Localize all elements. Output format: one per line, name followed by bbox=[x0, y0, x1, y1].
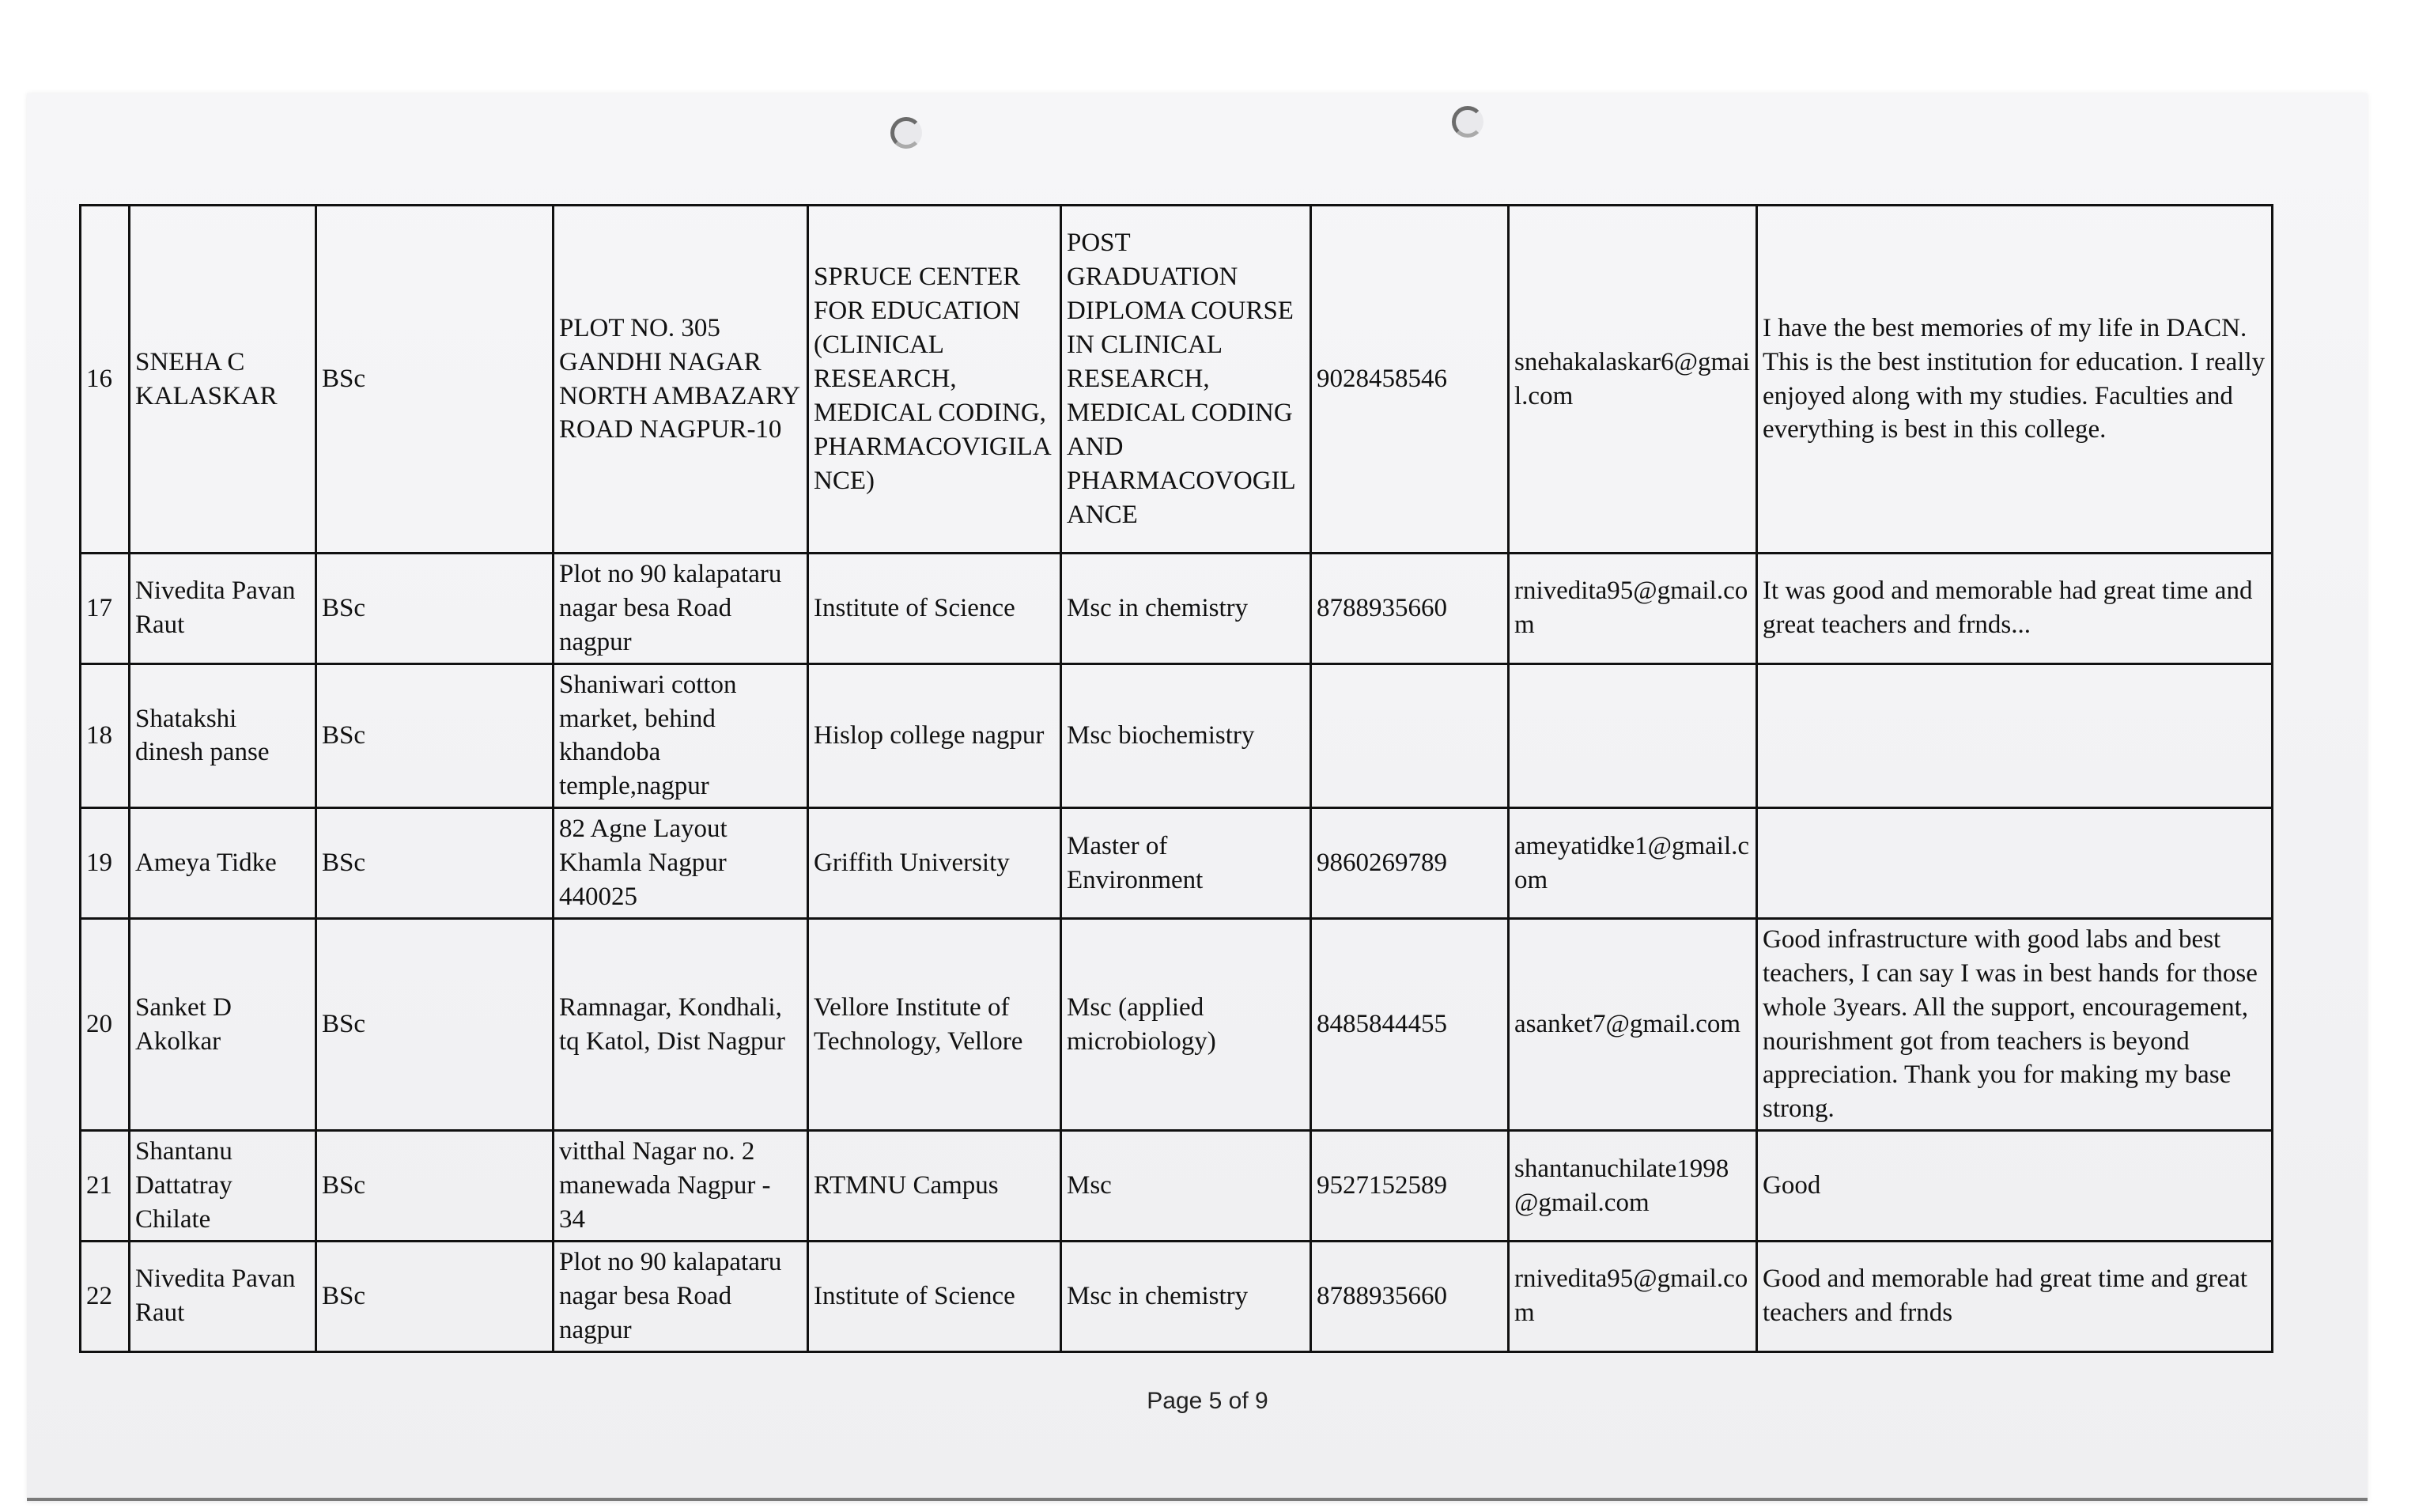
feedback: Good bbox=[1757, 1131, 2273, 1242]
table-row bbox=[81, 206, 2273, 554]
email: asanket7@gmail.com bbox=[1509, 918, 1757, 1130]
qualification: BSc bbox=[316, 663, 554, 808]
institute: Vellore Institute of Technology, Vellore bbox=[808, 918, 1061, 1130]
course: Msc in chemistry bbox=[1061, 1241, 1311, 1351]
sr-number: 17 bbox=[81, 554, 130, 664]
phone: 9860269789 bbox=[1311, 808, 1509, 919]
student-name: Nivedita Pavan Raut bbox=[130, 554, 316, 664]
phone: 8485844455 bbox=[1311, 918, 1509, 1130]
feedback: Good and memorable had great time and great teachers and frnds bbox=[1757, 1241, 2273, 1351]
student-name: Shantanu Dattatray Chilate bbox=[130, 1131, 316, 1242]
institute: Institute of Science bbox=[808, 1241, 1061, 1351]
course: POST GRADUATION DIPLOMA COURSE IN CLINICAL RESEARCH, MEDICAL CODING AND PHARMACOVOGILANCE bbox=[1061, 206, 1311, 554]
student-name: Ameya Tidke bbox=[130, 808, 316, 919]
table-row bbox=[81, 1241, 2273, 1351]
email: rnivedita95@gmail.com bbox=[1509, 1241, 1757, 1351]
phone: 8788935660 bbox=[1311, 554, 1509, 664]
feedback bbox=[1757, 663, 2273, 808]
table-row bbox=[81, 1131, 2273, 1242]
sr-number: 22 bbox=[81, 1241, 130, 1351]
address: vitthal Nagar no. 2 manewada Nagpur - 34 bbox=[554, 1131, 808, 1242]
qualification: BSc bbox=[316, 206, 554, 554]
table-row bbox=[81, 663, 2273, 808]
sr-number: 18 bbox=[81, 663, 130, 808]
address: Plot no 90 kalapataru nagar besa Road nagpur bbox=[554, 1241, 808, 1351]
paper-bottom-edge bbox=[27, 1498, 2368, 1501]
email: rnivedita95@gmail.com bbox=[1509, 554, 1757, 664]
course: Msc bbox=[1061, 1131, 1311, 1242]
student-name: SNEHA C KALASKAR bbox=[130, 206, 316, 554]
student-name: Nivedita Pavan Raut bbox=[130, 1241, 316, 1351]
phone: 9527152589 bbox=[1311, 1131, 1509, 1242]
table-row bbox=[81, 808, 2273, 919]
course: Msc in chemistry bbox=[1061, 554, 1311, 664]
institute: SPRUCE CENTER FOR EDUCATION (CLINICAL RESEARCH, MEDICAL CODING, PHARMACOVIGILANCE) bbox=[808, 206, 1061, 554]
email: ameyatidke1@gmail.com bbox=[1509, 808, 1757, 919]
punch-hole-left-icon bbox=[890, 117, 922, 149]
phone: 8788935660 bbox=[1311, 1241, 1509, 1351]
institute: Hislop college nagpur bbox=[808, 663, 1061, 808]
table-row bbox=[81, 554, 2273, 664]
sr-number: 20 bbox=[81, 918, 130, 1130]
institute: Institute of Science bbox=[808, 554, 1061, 664]
feedback: It was good and memorable had great time and great teachers and frnds... bbox=[1757, 554, 2273, 664]
phone bbox=[1311, 663, 1509, 808]
qualification: BSc bbox=[316, 808, 554, 919]
email: snehakalaskar6@gmail.com bbox=[1509, 206, 1757, 554]
course: Msc (applied microbiology) bbox=[1061, 918, 1311, 1130]
feedback: Good infrastructure with good labs and best teachers, I can say I was in best hands for those whole 3years. All the support, encouragement, nourishment got from teachers is beyond appreciation. Thank you for making my base strong. bbox=[1757, 918, 2273, 1130]
sr-number: 19 bbox=[81, 808, 130, 919]
course: Msc biochemistry bbox=[1061, 663, 1311, 808]
feedback bbox=[1757, 808, 2273, 919]
page-number: Page 5 of 9 bbox=[1147, 1388, 1268, 1414]
email bbox=[1509, 663, 1757, 808]
phone: 9028458546 bbox=[1311, 206, 1509, 554]
course: Master of Environment bbox=[1061, 808, 1311, 919]
alumni-table bbox=[79, 204, 2273, 1353]
sr-number: 16 bbox=[81, 206, 130, 554]
punch-hole-right-icon bbox=[1452, 106, 1483, 138]
address: Plot no 90 kalapataru nagar besa Road nagpur bbox=[554, 554, 808, 664]
address: PLOT NO. 305 GANDHI NAGAR NORTH AMBAZARY ROAD NAGPUR-10 bbox=[554, 206, 808, 554]
institute: Griffith University bbox=[808, 808, 1061, 919]
institute: RTMNU Campus bbox=[808, 1131, 1061, 1242]
email: shantanuchilate1998@gmail.com bbox=[1509, 1131, 1757, 1242]
sr-number: 21 bbox=[81, 1131, 130, 1242]
qualification: BSc bbox=[316, 554, 554, 664]
qualification: BSc bbox=[316, 1131, 554, 1242]
qualification: BSc bbox=[316, 1241, 554, 1351]
address: Shaniwari cotton market, behind khandoba temple,nagpur bbox=[554, 663, 808, 808]
qualification: BSc bbox=[316, 918, 554, 1130]
table-row bbox=[81, 918, 2273, 1130]
student-name: Shatakshi dinesh panse bbox=[130, 663, 316, 808]
student-name: Sanket D Akolkar bbox=[130, 918, 316, 1130]
feedback: I have the best memories of my life in DACN. This is the best institution for education. I really enjoyed along with my studies. Faculties and everything is best in this college. bbox=[1757, 206, 2273, 554]
address: Ramnagar, Kondhali, tq Katol, Dist Nagpur bbox=[554, 918, 808, 1130]
address: 82 Agne Layout Khamla Nagpur 440025 bbox=[554, 808, 808, 919]
